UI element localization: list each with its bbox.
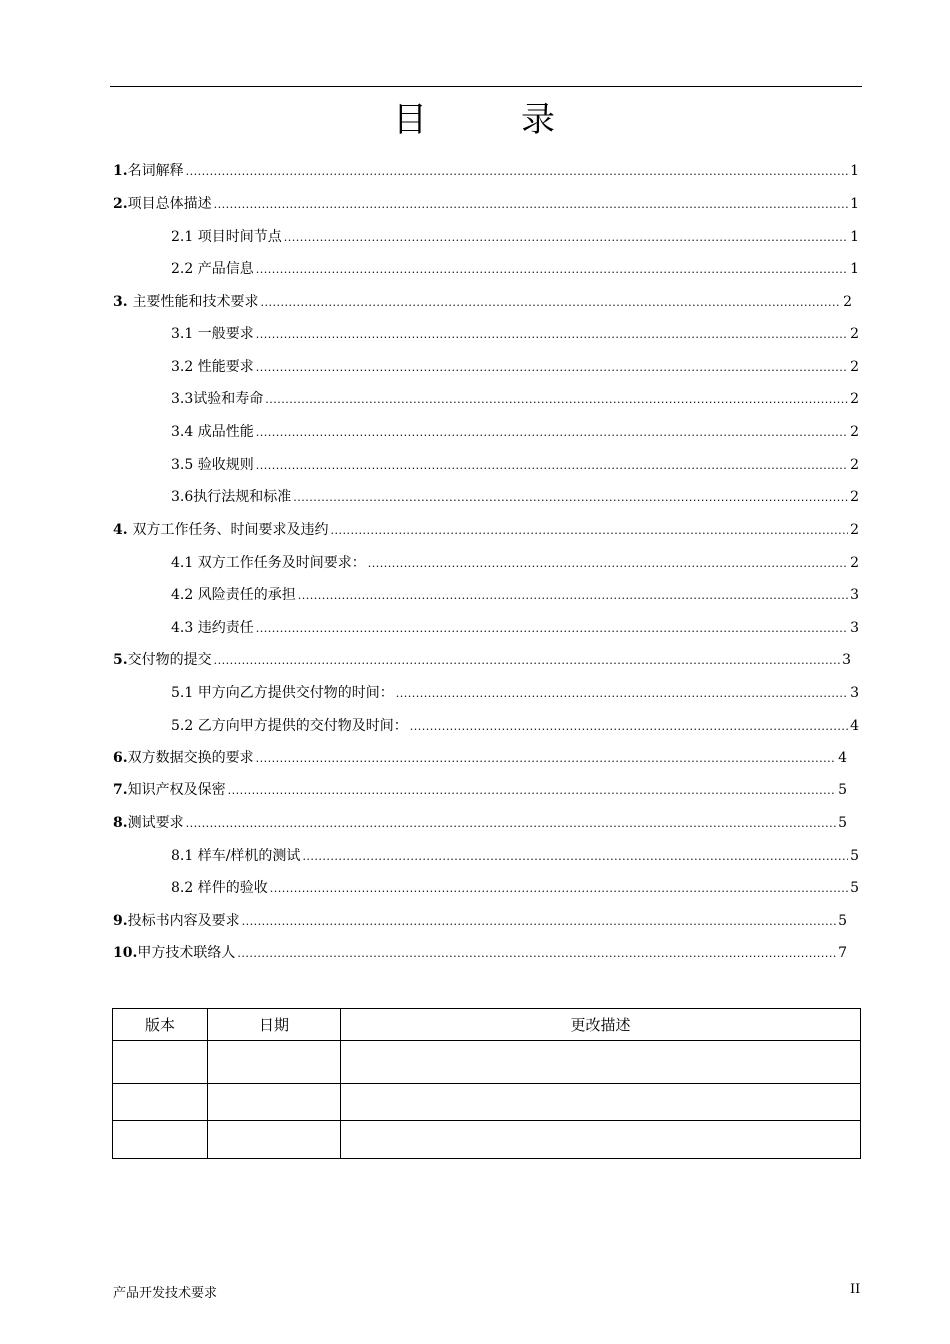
toc-entry-page: 2 [850,391,859,407]
toc-entry-page: 2 [850,457,859,473]
toc-entry-text: 样件的验收 [197,880,268,896]
toc-entry-2[interactable] [113,194,859,214]
toc-leader-dots [214,195,848,215]
column-header-version: 版本 [113,1009,208,1041]
toc-entry-page: 5 [838,815,847,831]
toc-entry-text: 主要性能和技术要求 [132,294,259,310]
toc-entry-3-6[interactable] [171,487,859,507]
toc-entry-3-4[interactable] [171,422,859,442]
toc-entry-9[interactable] [113,911,847,931]
toc-leader-dots [265,390,848,410]
toc-leader-dots [237,944,836,964]
toc-entry-4[interactable] [113,520,859,540]
toc-leader-dots [293,488,848,508]
toc-entry-number: 5. [113,652,128,668]
toc-entry-4-3[interactable] [171,618,859,638]
footer-document-name: 产品开发技术要求 [113,1286,218,1301]
toc-leader-dots [186,162,848,182]
toc-entry-page: 3 [850,620,859,636]
toc-leader-dots [396,684,848,704]
toc-entry-number: 4. [113,522,133,538]
toc-entry-page: 2 [850,522,859,538]
toc-entry-number: 3.2 [171,359,198,375]
toc-entry-number: 2.1 [171,229,198,245]
toc-leader-dots [186,814,836,834]
toc-entry-page: 4 [850,718,859,734]
toc-entry-text: 乙方向甲方提供的交付物及时间： [197,718,408,734]
toc-entry-page: 7 [838,945,847,961]
toc-entry-2-1[interactable] [171,227,859,247]
toc-entry-page: 3 [842,652,851,668]
toc-entry-text: 名词解释 [127,163,184,179]
table-cell[interactable] [208,1084,341,1121]
toc-entry-page: 2 [850,326,859,342]
toc-leader-dots [256,619,848,639]
toc-title: 目 录 [393,100,585,140]
toc-leader-dots [256,423,848,443]
toc-entry-page: 3 [850,685,859,701]
toc-entry-text: 成品性能 [197,424,254,440]
toc-entry-page: 5 [838,913,847,929]
toc-entry-text: 知识产权及保密 [127,782,226,798]
table-cell[interactable] [341,1041,861,1084]
toc-entry-number: 8. [113,815,128,831]
column-header-date: 日期 [208,1009,341,1041]
toc-entry-number: 8.1 [171,848,198,864]
toc-entry-text: 项目总体描述 [127,196,212,212]
toc-entry-8-1[interactable] [171,846,859,866]
table-cell[interactable] [113,1041,208,1084]
toc-entry-text: 双方数据交换的要求 [127,750,254,766]
toc-entry-number: 3.5 [171,457,198,473]
header-rule [110,86,862,87]
toc-entry-10[interactable] [113,943,847,963]
toc-leader-dots [256,325,848,345]
table-cell[interactable] [113,1084,208,1121]
toc-entry-text: 样车/样机的测试 [197,848,301,864]
toc-entry-text: 项目时间节点 [197,229,282,245]
toc-entry-text: 风险责任的承担 [197,587,296,603]
toc-leader-dots [331,521,849,541]
revision-history-table [112,1008,861,1159]
toc-entry-3-5[interactable] [171,455,859,475]
toc-leader-dots [302,847,848,867]
toc-entry-text: 甲方向乙方提供交付物的时间： [197,685,394,701]
toc-leader-dots [256,358,848,378]
toc-entry-page: 5 [850,848,859,864]
toc-entry-text: 甲方技术联络人 [137,945,236,961]
table-cell[interactable] [341,1121,861,1159]
toc-entry-number: 7. [113,782,128,798]
toc-entry-4-2[interactable] [171,585,859,605]
toc-entry-page: 2 [850,489,859,505]
toc-entry-text: 试验和寿命 [193,391,264,407]
toc-entry-5-1[interactable] [171,683,859,703]
toc-entry-5-2[interactable] [171,716,859,736]
toc-entry-text: 双方工作任务、时间要求及违约 [132,522,329,538]
toc-entry-number: 3. [113,294,133,310]
toc-entry-text: 测试要求 [127,815,184,831]
toc-entry-3-3[interactable] [171,389,859,409]
toc-entry-5[interactable] [113,650,851,670]
toc-entry-page: 1 [850,229,859,245]
toc-entry-text: 投标书内容及要求 [127,913,240,929]
toc-entry-page: 3 [850,587,859,603]
toc-entry-number: 5.2 [171,718,198,734]
toc-entry-2-2[interactable] [171,259,859,279]
toc-leader-dots [214,651,840,671]
toc-entry-number: 3.4 [171,424,198,440]
toc-entry-number: 2. [113,196,128,212]
toc-entry-4-1[interactable] [171,553,859,573]
toc-entry-text: 产品信息 [197,261,254,277]
toc-entry-number: 4.2 [171,587,198,603]
table-row [113,1041,861,1084]
table-row [113,1121,861,1159]
toc-entry-page: 1 [850,261,859,277]
toc-entry-number: 2.2 [171,261,198,277]
toc-entry-3-1[interactable] [171,324,859,344]
toc-entry-text: 性能要求 [197,359,254,375]
toc-entry-3[interactable] [113,292,852,312]
column-header-change-description: 更改描述 [341,1009,861,1041]
toc-entry-text: 一般要求 [197,326,254,342]
toc-entry-number: 4.1 [171,555,198,571]
toc-leader-dots [256,456,848,476]
toc-leader-dots [256,260,848,280]
toc-entry-number: 3.1 [171,326,198,342]
toc-entry-page: 1 [850,163,859,179]
table-row [113,1084,861,1121]
toc-leader-dots [242,912,836,932]
toc-entry-text: 双方工作任务及时间要求： [197,555,366,571]
toc-entry-number: 3.6 [171,489,194,505]
footer-page-number: II [850,1282,861,1297]
toc-leader-dots [270,879,848,899]
toc-entry-number: 4.3 [171,620,198,636]
table-cell[interactable] [113,1121,208,1159]
toc-entry-7[interactable] [113,780,847,800]
toc-entry-number: 6. [113,750,128,766]
toc-entry-text: 执行法规和标准 [193,489,292,505]
toc-entry-number: 1. [113,163,128,179]
toc-entry-8[interactable] [113,813,847,833]
toc-entry-number: 5.1 [171,685,198,701]
toc-entry-number: 8.2 [171,880,198,896]
toc-leader-dots [256,749,836,769]
toc-entry-text: 验收规则 [197,457,254,473]
toc-entry-number: 3.3 [171,391,194,407]
table-header-row [113,1009,861,1041]
toc-entry-8-2[interactable] [171,878,859,898]
toc-entry-page: 2 [843,294,852,310]
table-cell[interactable] [208,1121,341,1159]
toc-entry-3-2[interactable] [171,357,859,377]
toc-entry-number: 9. [113,913,128,929]
toc-entry-page: 2 [850,555,859,571]
toc-entry-page: 2 [850,359,859,375]
toc-entry-1[interactable] [113,161,859,181]
toc-entry-text: 交付物的提交 [127,652,212,668]
table-cell[interactable] [208,1041,341,1084]
toc-entry-page: 5 [850,880,859,896]
toc-entry-page: 2 [850,424,859,440]
toc-leader-dots [284,228,848,248]
toc-leader-dots [228,781,836,801]
toc-entry-text: 违约责任 [197,620,254,636]
toc-leader-dots [261,293,842,313]
toc-leader-dots [410,717,848,737]
toc-leader-dots [368,554,848,574]
toc-entry-page: 4 [838,750,847,766]
toc-entry-page: 1 [850,196,859,212]
toc-entry-page: 5 [838,782,847,798]
table-cell[interactable] [341,1084,861,1121]
toc-leader-dots [298,586,848,606]
toc-entry-number: 10. [113,945,138,961]
toc-entry-6[interactable] [113,748,847,768]
